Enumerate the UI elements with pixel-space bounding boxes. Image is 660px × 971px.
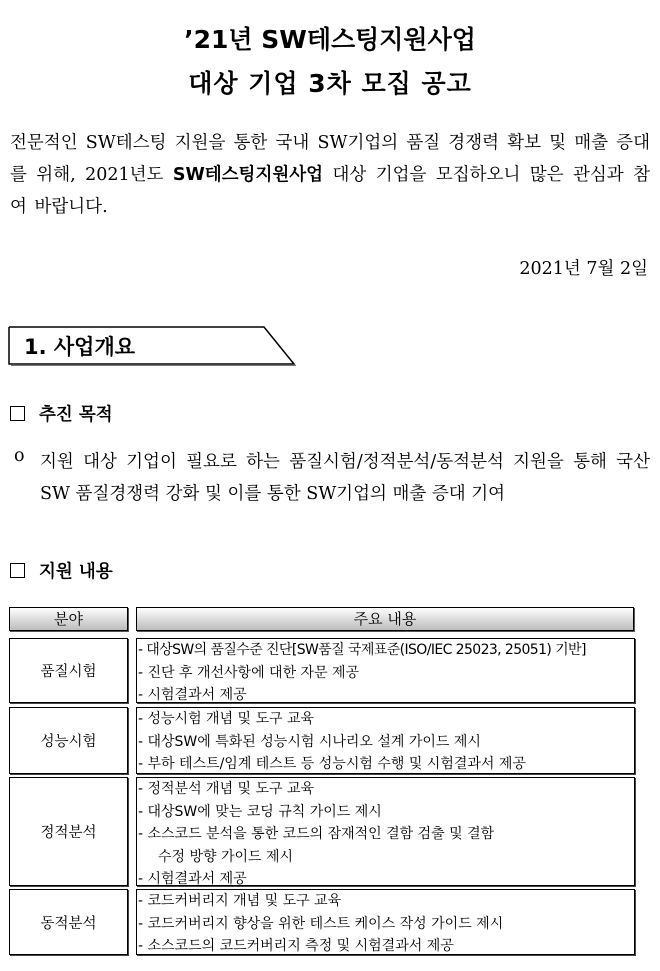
table-content-cell bbox=[136, 777, 635, 886]
table-line: - 코드커버리지 향상을 위한 테스트 케이스 작성 가이드 제시 bbox=[138, 915, 504, 932]
table-header-category: 분야 bbox=[9, 607, 128, 631]
intro-paragraph bbox=[10, 127, 650, 223]
intro-text-1: 전문적인 SW테스팅 지원을 통한 국내 SW기업의 품질 경쟁력 확보 및 매출 증대를 위해, 2021년도 bbox=[10, 133, 650, 185]
purpose-text: 지원 대상 기업이 필요로 하는 품질시험/정적분석/동적분석 지원을 통해 국산SW 품질경쟁력 강화 및 이를 통한 SW기업의 매출 증대 기여 bbox=[40, 452, 650, 504]
table-line: - 대상SW에 특화된 성능시험 시나리오 설계 가이드 제시 bbox=[138, 733, 481, 750]
document-title-line2: 대상 기업 3차 모집 공고 bbox=[188, 69, 472, 98]
table-line: - 성능시험 개념 및 도구 교육 bbox=[138, 711, 315, 727]
intro-program-name: SW테스팅지원사업 bbox=[172, 165, 324, 185]
table-line: - 진단 후 개선사항에 대한 자문 제공 bbox=[138, 664, 360, 681]
support-heading bbox=[10, 558, 113, 583]
table-content-cell bbox=[136, 638, 635, 703]
table-content-cell bbox=[136, 707, 635, 774]
document-title-line1: ’21년 SW테스팅지원사업 bbox=[184, 25, 476, 54]
table-line: - 정적분석 개념 및 도구 교육 bbox=[138, 781, 315, 797]
table-line: - 코드커버리지 개념 및 도구 교육 bbox=[138, 893, 342, 909]
section-title: 1. 사업개요 bbox=[24, 335, 136, 359]
purpose-heading-text: 추진 목적 bbox=[39, 405, 113, 425]
intro-text-2: 대상 기업을 모집하오니 많은 관심과 참여 바랍니다. bbox=[10, 165, 651, 217]
section-banner bbox=[8, 326, 298, 370]
circle-bullet: o bbox=[14, 446, 25, 466]
table-line: - 소스코드 분석을 통한 코드의 잠재적인 결함 검출 및 결함 bbox=[138, 826, 495, 842]
table-category-cell: 정적분석 bbox=[9, 777, 128, 886]
table-content-cell bbox=[136, 889, 635, 955]
square-bullet-icon bbox=[10, 406, 25, 421]
table-category-cell: 품질시험 bbox=[9, 638, 128, 703]
table-line: - 대상SW의 품질수준 진단[SW품질 국제표준(ISO/IEC 25023, 25051) 기반] bbox=[138, 642, 586, 658]
table-line: 수정 방향 가이드 제시 bbox=[158, 848, 294, 865]
table-line: - 소스코드의 코드커버리지 측정 및 시험결과서 제공 bbox=[138, 938, 454, 954]
table-line: - 시험결과서 제공 bbox=[138, 687, 247, 703]
table-line: - 부하 테스트/임계 테스트 등 성능시험 수행 및 시험결과서 제공 bbox=[138, 756, 526, 772]
table-line: - 시험결과서 제공 bbox=[138, 871, 247, 887]
square-bullet-icon bbox=[10, 563, 25, 578]
table-line: - 대상SW에 맞는 코딩 규칙 가이드 제시 bbox=[138, 803, 382, 820]
purpose-heading bbox=[10, 401, 113, 426]
table-category-cell: 동적분석 bbox=[9, 889, 128, 955]
announcement-date: 2021년 7월 2일 bbox=[519, 259, 648, 279]
support-heading-text: 지원 내용 bbox=[39, 562, 113, 582]
table-header-content: 주요 내용 bbox=[136, 607, 634, 631]
table-category-cell: 성능시험 bbox=[9, 707, 128, 774]
